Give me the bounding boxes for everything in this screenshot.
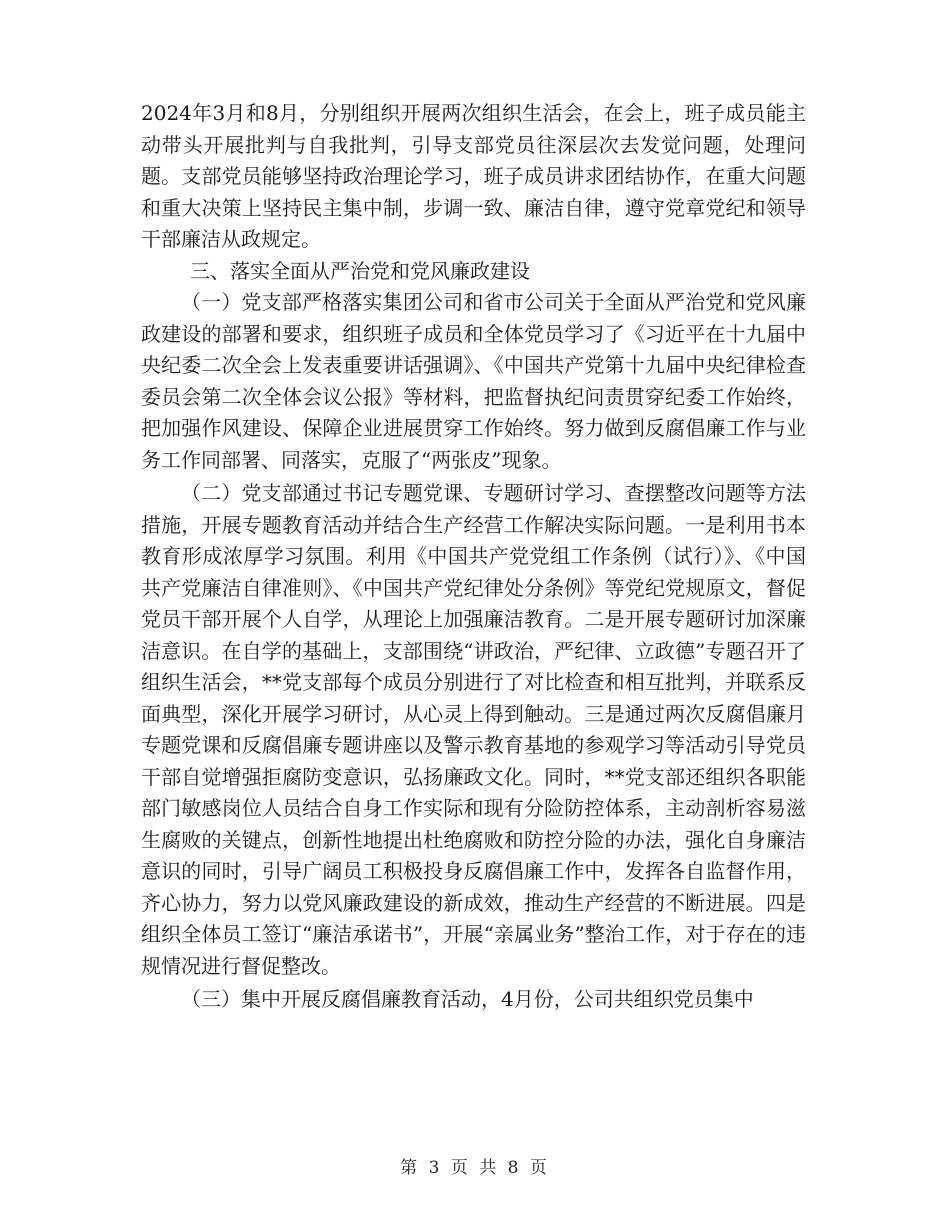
- paragraph-continuation: 2024年3月和8月，分别组织开展两次组织生活会，在会上，班子成员能主动带头开展批判与自我批判，引导支部党员往深层次去发觉问题，处理问题。支部党员能够坚持政治理论学习，班子成员讲求团结协作，在重大问题和重大决策上坚持民主集中制，步调一致、廉洁自律，遵守党章党纪和领导干部廉洁从政规定。: [141, 101, 806, 251]
- section-heading: 三、落实全面从严治党和党风廉政建设: [190, 258, 530, 283]
- paragraph-item-1: （一）党支部严格落实集团公司和省市公司关于全面从严治党和党风廉政建设的部署和要求，组织班子成员和全体党员学习了《习近平在十九届中央纪委二次全会上发表重要讲话强调》、《中国共产党第十九届中央纪律检查委员会第二次全体会议公报》等材料，把监督执纪问责贯穿纪委工作始终，把加强作风建设、保障企业进展贯穿工作始终。努力做到反腐倡廉工作与业务工作同部署、同落实，克服了“两张皮”现象。: [141, 290, 806, 472]
- paragraph-item-2: （二）党支部通过书记专题党课、专题研讨学习、查摆整改问题等方法措施，开展专题教育活动并结合生产经营工作解决实际问题。一是利用书本教育形成浓厚学习氛围。利用《中国共产党党组工作条例（试行）》、《中国共产党廉洁自律准则》、《中国共产党纪律处分条例》等党纪党规原文，督促党员干部开展个人自学，从理论上加强廉洁教育。二是开展专题研讨加深廉洁意识。在自学的基础上，支部围绕“讲政治，严纪律、立政德”专题召开了组织生活会，**党支部每个成员分别进行了对比检查和相互批判，并联系反面典型，深化开展学习研讨，从心灵上得到触动。三是通过两次反腐倡廉月专题党课和反腐倡廉专题讲座以及警示教育基地的参观学习等活动引导党员干部自觉增强拒腐防变意识，弘扬廉政文化。同时，**党支部还组织各职能部门敏感岗位人员结合自身工作实际和现有分险防控体系，主动剖析容易滋生腐败的关键点，创新性地提出杜绝腐败和防控分险的办法，强化自身廉洁意识的同时，引导广阔员工积极投身反腐倡廉工作中，发挥各自监督作用，齐心协力，努力以党风廉政建设的新成效，推动生产经营的不断进展。四是组织全体员工签订“廉洁承诺书”，开展“亲属业务”整治工作，对于存在的违规情况进行督促整改。: [141, 481, 806, 978]
- paragraph-item-3: （三）集中开展反腐倡廉教育活动，4月份，公司共组织党员集中: [181, 987, 754, 1011]
- page-number-footer: 第 3 页 共 8 页: [400, 1158, 550, 1178]
- document-body: [141, 98, 806, 1016]
